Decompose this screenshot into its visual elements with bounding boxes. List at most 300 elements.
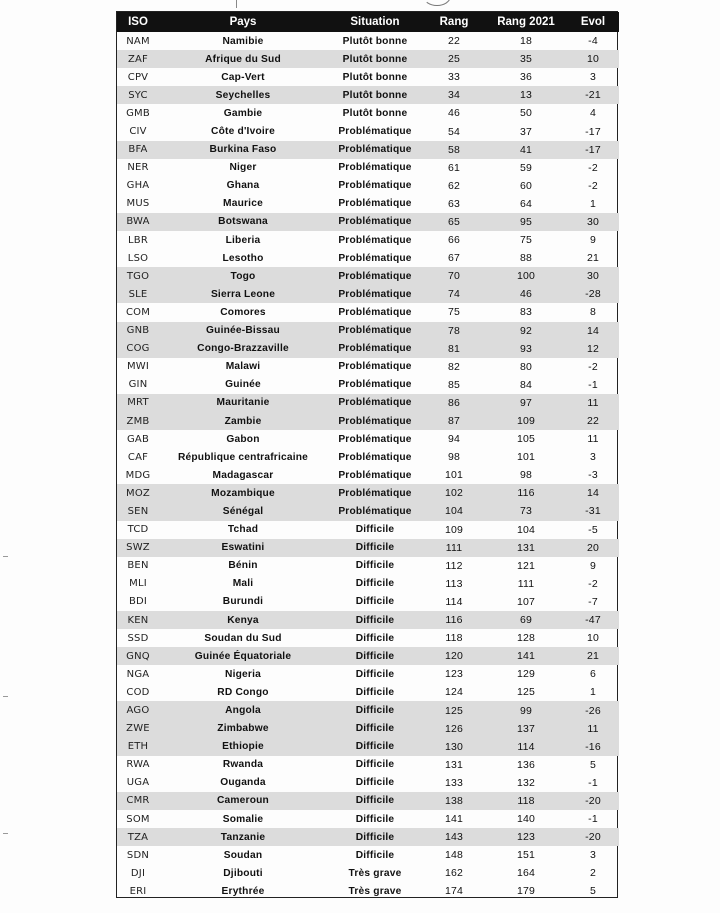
cell-rank: 63 [447, 197, 461, 210]
cell-rank: 25 [423, 50, 485, 68]
cell-rank: 124 [444, 686, 464, 699]
cell-iso: GHA [126, 180, 150, 192]
cell-country: Seychelles [159, 86, 327, 104]
cell-situation: Problématique [338, 180, 412, 192]
table-row [117, 141, 619, 159]
cell-iso: GNQ [117, 647, 159, 665]
table-row [117, 86, 619, 104]
table-row [117, 340, 619, 358]
cell-rank: 125 [423, 701, 485, 719]
cell-iso: UGA [126, 777, 150, 789]
cell-iso: GMB [126, 107, 150, 119]
cell-rank: 174 [444, 885, 464, 898]
cell-rank: 58 [423, 141, 485, 159]
cell-situation: Problématique [338, 306, 412, 318]
scan-artifact-arc [423, 0, 451, 6]
header-iso: ISO [117, 12, 159, 32]
table-row [117, 502, 619, 520]
cell-iso: MWI [126, 361, 150, 373]
cell-iso: BFA [117, 141, 159, 159]
cell-rank: 67 [447, 252, 461, 265]
cell-evolution: -16 [567, 738, 619, 756]
cell-situation: Problématique [327, 502, 423, 520]
header-situation: Situation [327, 12, 423, 32]
cell-rank: 111 [423, 539, 485, 557]
cell-rank: 120 [423, 647, 485, 665]
cell-evolution: -2 [588, 179, 598, 192]
cell-rank: 109 [444, 523, 464, 536]
cell-iso: GIN [128, 379, 148, 391]
cell-iso: CMR [117, 792, 159, 810]
cell-evolution: 3 [589, 71, 597, 84]
cell-country: Cap-Vert [221, 71, 265, 83]
cell-country: Botswana [159, 213, 327, 231]
cell-country: Mali [232, 578, 254, 590]
scan-artifact-stroke [236, 0, 237, 8]
cell-evolution: -28 [567, 285, 619, 303]
cell-rank-2021: 104 [516, 523, 536, 536]
cell-situation: Très grave [348, 867, 402, 879]
cell-rank: 85 [447, 378, 461, 391]
cell-iso: DJI [130, 867, 146, 879]
cell-rank: 162 [444, 867, 464, 880]
cell-country: Niger [229, 162, 257, 174]
cell-iso: COG [117, 340, 159, 358]
cell-country: Sierra Leone [159, 285, 327, 303]
cell-rank: 123 [444, 668, 464, 681]
cell-evolution: -20 [567, 828, 619, 846]
cell-evolution: 5 [589, 885, 597, 898]
cell-iso: TCD [127, 524, 149, 536]
cell-situation: Problématique [327, 484, 423, 502]
cell-situation: Difficile [355, 596, 395, 608]
cell-rank: 130 [423, 738, 485, 756]
cell-iso: SDN [126, 849, 150, 861]
cell-rank-2021: 140 [516, 813, 536, 826]
cell-rank-2021: 59 [519, 161, 533, 174]
cell-evolution: 9 [589, 559, 597, 572]
cell-country: Djibouti [223, 867, 263, 879]
cell-rank-2021: 80 [519, 360, 533, 373]
cell-situation: Problématique [327, 322, 423, 340]
cell-country: Côte d'Ivoire [211, 126, 275, 138]
cell-iso: BDI [128, 596, 148, 608]
cell-country: Mauritanie [159, 394, 327, 412]
cell-rank-2021: 95 [485, 213, 567, 231]
cell-evolution: -5 [588, 523, 598, 536]
cell-rank-2021: 118 [485, 792, 567, 810]
table-row [117, 864, 619, 882]
cell-country: Nigeria [225, 668, 261, 680]
cell-evolution: 30 [567, 267, 619, 285]
cell-country: Somalie [222, 813, 264, 825]
cell-rank: 138 [423, 792, 485, 810]
cell-country: Burundi [222, 596, 264, 608]
cell-evolution: 11 [587, 433, 599, 446]
cell-rank: 112 [445, 559, 463, 572]
cell-evolution: 12 [567, 340, 619, 358]
cell-rank-2021: 64 [519, 197, 533, 210]
cell-situation: Difficile [355, 668, 395, 680]
cell-rank: 102 [423, 484, 485, 502]
cell-rank: 143 [423, 828, 485, 846]
table-row [117, 68, 619, 86]
table-row [117, 792, 619, 810]
table-row [117, 828, 619, 846]
table-row [117, 412, 619, 430]
cell-evolution: -26 [567, 701, 619, 719]
cell-situation: Difficile [355, 632, 395, 644]
cell-country: Togo [159, 267, 327, 285]
cell-rank: 65 [423, 213, 485, 231]
cell-evolution: -3 [588, 469, 598, 482]
cell-rank: 98 [447, 451, 461, 464]
cell-rank: 46 [447, 107, 461, 120]
cell-iso: SEN [117, 502, 159, 520]
cell-country: Zimbabwe [159, 720, 327, 738]
cell-country: Ghana [226, 180, 260, 192]
cell-rank: 113 [445, 577, 463, 590]
cell-rank: 118 [445, 632, 463, 645]
cell-iso: AGO [117, 701, 159, 719]
cell-rank-2021: 111 [517, 577, 535, 590]
table-row [117, 50, 619, 68]
cell-evolution: 1 [589, 686, 597, 699]
cell-iso: SLE [117, 285, 159, 303]
cell-evolution: -31 [567, 502, 619, 520]
cell-evolution: 21 [586, 252, 600, 265]
cell-iso: TGO [117, 267, 159, 285]
cell-rank-2021: 114 [485, 738, 567, 756]
cell-evolution: 10 [586, 632, 600, 645]
cell-situation: Problématique [338, 451, 412, 463]
header-evol: Evol [567, 12, 619, 32]
cell-rank-2021: 136 [516, 758, 536, 771]
cell-iso: CPV [127, 71, 149, 83]
cell-rank: 148 [444, 849, 464, 862]
cell-evolution: 11 [567, 394, 619, 412]
cell-rank: 141 [444, 813, 464, 826]
cell-iso: NGA [126, 668, 150, 680]
cell-rank: 74 [423, 285, 485, 303]
cell-situation: Problématique [338, 162, 412, 174]
cell-evolution: 10 [567, 50, 619, 68]
cell-country: Burkina Faso [159, 141, 327, 159]
cell-situation: Plutôt bonne [342, 107, 408, 119]
cell-evolution: -7 [588, 595, 598, 608]
cell-rank: 54 [447, 125, 461, 138]
cell-iso: ERI [129, 885, 147, 897]
table-row [117, 738, 619, 756]
cell-country: Maurice [223, 198, 263, 210]
cell-rank-2021: 46 [485, 285, 567, 303]
cell-iso: LSO [127, 252, 149, 264]
cell-evolution: 9 [589, 234, 597, 247]
cell-situation: Problématique [327, 213, 423, 231]
cell-evolution: -17 [567, 141, 619, 159]
cell-situation: Difficile [355, 777, 395, 789]
cell-rank-2021: 151 [516, 849, 536, 862]
cell-situation: Difficile [355, 524, 395, 536]
cell-iso: CIV [129, 126, 147, 138]
cell-rank-2021: 84 [519, 378, 533, 391]
cell-evolution: -1 [588, 813, 598, 826]
cell-country: Mozambique [159, 484, 327, 502]
cell-situation: Problématique [338, 252, 412, 264]
cell-situation: Problématique [338, 198, 412, 210]
cell-rank-2021: 179 [516, 885, 536, 898]
cell-evolution: -21 [567, 86, 619, 104]
cell-rank: 114 [445, 595, 463, 608]
cell-iso: SWZ [117, 539, 159, 557]
table-row [117, 882, 619, 900]
cell-country: Guinée-Bissau [159, 322, 327, 340]
table-row [117, 683, 619, 701]
table-row [117, 701, 619, 719]
cell-situation: Plutôt bonne [342, 35, 408, 47]
cell-rank: 75 [447, 306, 461, 319]
cell-evolution: 21 [567, 647, 619, 665]
cell-situation: Problématique [327, 394, 423, 412]
cell-rank-2021: 107 [516, 595, 536, 608]
cell-iso: ZAF [117, 50, 159, 68]
cell-country: Afrique du Sud [159, 50, 327, 68]
cell-country: Kenya [159, 611, 327, 629]
cell-rank-2021: 131 [485, 539, 567, 557]
cell-situation: Difficile [327, 738, 423, 756]
cell-evolution: 22 [567, 412, 619, 430]
table-row [117, 611, 619, 629]
cell-situation: Difficile [355, 849, 395, 861]
cell-evolution: 30 [567, 213, 619, 231]
cell-country: Tchad [227, 524, 259, 536]
cell-rank-2021: 92 [485, 322, 567, 340]
header-rang: Rang [423, 12, 485, 32]
table-row [117, 466, 619, 484]
cell-rank-2021: 50 [519, 107, 533, 120]
cell-rank-2021: 36 [519, 71, 533, 84]
cell-rank-2021: 73 [485, 502, 567, 520]
table-row [117, 720, 619, 738]
cell-evolution: -1 [588, 776, 598, 789]
table-row [117, 521, 619, 539]
cell-country: Tanzanie [159, 828, 327, 846]
cell-rank-2021: 83 [519, 306, 533, 319]
cell-rank: 81 [423, 340, 485, 358]
cell-rank: 62 [447, 179, 461, 192]
cell-evolution: 8 [589, 306, 597, 319]
cell-iso: MRT [117, 394, 159, 412]
cell-country: Rwanda [222, 759, 264, 771]
cell-rank-2021: 125 [516, 686, 536, 699]
cell-rank-2021: 137 [485, 720, 567, 738]
cell-rank: 86 [423, 394, 485, 412]
cell-iso: SSD [127, 632, 149, 644]
margin-mark [3, 833, 8, 834]
cell-situation: Difficile [327, 611, 423, 629]
cell-iso: BWA [117, 213, 159, 231]
cell-situation: Problématique [338, 361, 412, 373]
cell-rank-2021: 100 [485, 267, 567, 285]
cell-iso: ZMB [117, 412, 159, 430]
cell-country: RD Congo [217, 686, 269, 698]
cell-rank-2021: 60 [519, 179, 533, 192]
cell-rank-2021: 69 [485, 611, 567, 629]
cell-rank: 82 [447, 360, 461, 373]
cell-country: Namibie [222, 35, 264, 47]
cell-rank-2021: 75 [519, 234, 533, 247]
cell-country: Soudan du Sud [204, 632, 282, 644]
cell-country: Comores [220, 306, 266, 318]
table-row [117, 249, 619, 267]
cell-situation: Plutôt bonne [327, 86, 423, 104]
header-rang-2021: Rang 2021 [485, 12, 567, 32]
cell-iso: SOM [126, 813, 150, 825]
cell-iso: BEN [127, 560, 149, 572]
cell-country: Zambie [159, 412, 327, 430]
cell-rank: 34 [423, 86, 485, 104]
cell-situation: Difficile [327, 539, 423, 557]
table-row [117, 177, 619, 195]
cell-rank-2021: 121 [516, 559, 536, 572]
cell-evolution: 5 [589, 758, 597, 771]
cell-rank-2021: 37 [519, 125, 533, 138]
cell-country: Eswatini [159, 539, 327, 557]
cell-iso: GAB [126, 433, 150, 445]
cell-iso: SYC [117, 86, 159, 104]
table-row [117, 484, 619, 502]
cell-rank: 61 [447, 161, 461, 174]
cell-rank-2021: 128 [516, 632, 536, 645]
table-row [117, 448, 619, 466]
cell-country: Lesotho [222, 252, 264, 264]
table-row [117, 104, 619, 122]
table-row [117, 303, 619, 321]
cell-rank: 94 [447, 433, 461, 446]
table-row [117, 430, 619, 448]
cell-rank-2021: 132 [516, 776, 536, 789]
cell-rank-2021: 35 [485, 50, 567, 68]
table-row [117, 557, 619, 575]
cell-rank: 78 [423, 322, 485, 340]
cell-evolution: 20 [567, 539, 619, 557]
cell-iso: MDG [125, 469, 151, 481]
cell-country: Madagascar [212, 469, 274, 481]
table-row [117, 267, 619, 285]
cell-evolution: -2 [588, 360, 598, 373]
margin-mark [3, 556, 8, 557]
cell-rank-2021: 116 [485, 484, 567, 502]
cell-country: Bénin [228, 560, 258, 572]
table-row [117, 195, 619, 213]
cell-evolution: -4 [588, 35, 598, 48]
cell-iso: CAF [127, 451, 149, 463]
cell-situation: Problématique [338, 379, 412, 391]
cell-iso: MOZ [117, 484, 159, 502]
table-row [117, 774, 619, 792]
cell-country: Cameroun [159, 792, 327, 810]
cell-iso: TZA [117, 828, 159, 846]
cell-rank-2021: 88 [519, 252, 533, 265]
cell-situation: Problématique [338, 234, 412, 246]
cell-country: Liberia [225, 234, 261, 246]
table-row [117, 213, 619, 231]
cell-country: Soudan [223, 849, 263, 861]
cell-rank: 87 [423, 412, 485, 430]
table-row [117, 810, 619, 828]
cell-situation: Difficile [327, 701, 423, 719]
table-row [117, 159, 619, 177]
cell-country: Erythrée [221, 885, 265, 897]
cell-evolution: 14 [567, 322, 619, 340]
cell-situation: Difficile [355, 686, 395, 698]
cell-rank: 101 [444, 469, 464, 482]
cell-country: Guinée [225, 379, 261, 391]
table-row [117, 846, 619, 864]
cell-situation: Difficile [327, 720, 423, 738]
cell-rank: 22 [447, 35, 461, 48]
header-pays: Pays [159, 12, 327, 32]
cell-situation: Difficile [327, 828, 423, 846]
cell-iso: COM [125, 306, 151, 318]
cell-situation: Plutôt bonne [342, 71, 408, 83]
table-header [117, 12, 619, 32]
cell-evolution: -17 [585, 125, 601, 138]
cell-situation: Problématique [327, 412, 423, 430]
cell-iso: COD [126, 686, 150, 698]
table-row [117, 575, 619, 593]
cell-rank: 131 [444, 758, 464, 771]
cell-rank-2021: 18 [519, 35, 533, 48]
header-row [117, 12, 619, 32]
table-row [117, 647, 619, 665]
cell-country: Congo-Brazzaville [159, 340, 327, 358]
cell-evolution: -20 [567, 792, 619, 810]
cell-iso: LBR [128, 234, 148, 246]
cell-iso: MUS [126, 198, 150, 210]
cell-rank: 33 [447, 71, 461, 84]
cell-rank-2021: 97 [485, 394, 567, 412]
cell-iso: KEN [117, 611, 159, 629]
table-row [117, 665, 619, 683]
cell-iso: MLI [129, 578, 147, 590]
cell-rank: 133 [444, 776, 464, 789]
ranking-table-frame [116, 11, 618, 898]
cell-evolution: -2 [588, 577, 598, 590]
cell-country: République centrafricaine [177, 451, 309, 463]
cell-situation: Problématique [327, 285, 423, 303]
cell-situation: Problématique [338, 469, 412, 481]
cell-rank: 104 [423, 502, 485, 520]
cell-iso: RWA [126, 759, 150, 771]
cell-rank-2021: 41 [485, 141, 567, 159]
cell-iso: ZWE [117, 720, 159, 738]
table-row [117, 629, 619, 647]
cell-situation: Difficile [355, 813, 395, 825]
cell-rank-2021: 101 [516, 451, 536, 464]
table-row [117, 358, 619, 376]
cell-rank-2021: 105 [516, 433, 536, 446]
cell-rank: 116 [423, 611, 485, 629]
cell-rank-2021: 129 [516, 668, 536, 681]
table-row [117, 539, 619, 557]
cell-rank-2021: 93 [485, 340, 567, 358]
cell-rank: 66 [447, 234, 461, 247]
cell-country: Angola [159, 701, 327, 719]
cell-situation: Problématique [327, 141, 423, 159]
cell-situation: Difficile [327, 647, 423, 665]
cell-iso: NER [127, 162, 149, 174]
